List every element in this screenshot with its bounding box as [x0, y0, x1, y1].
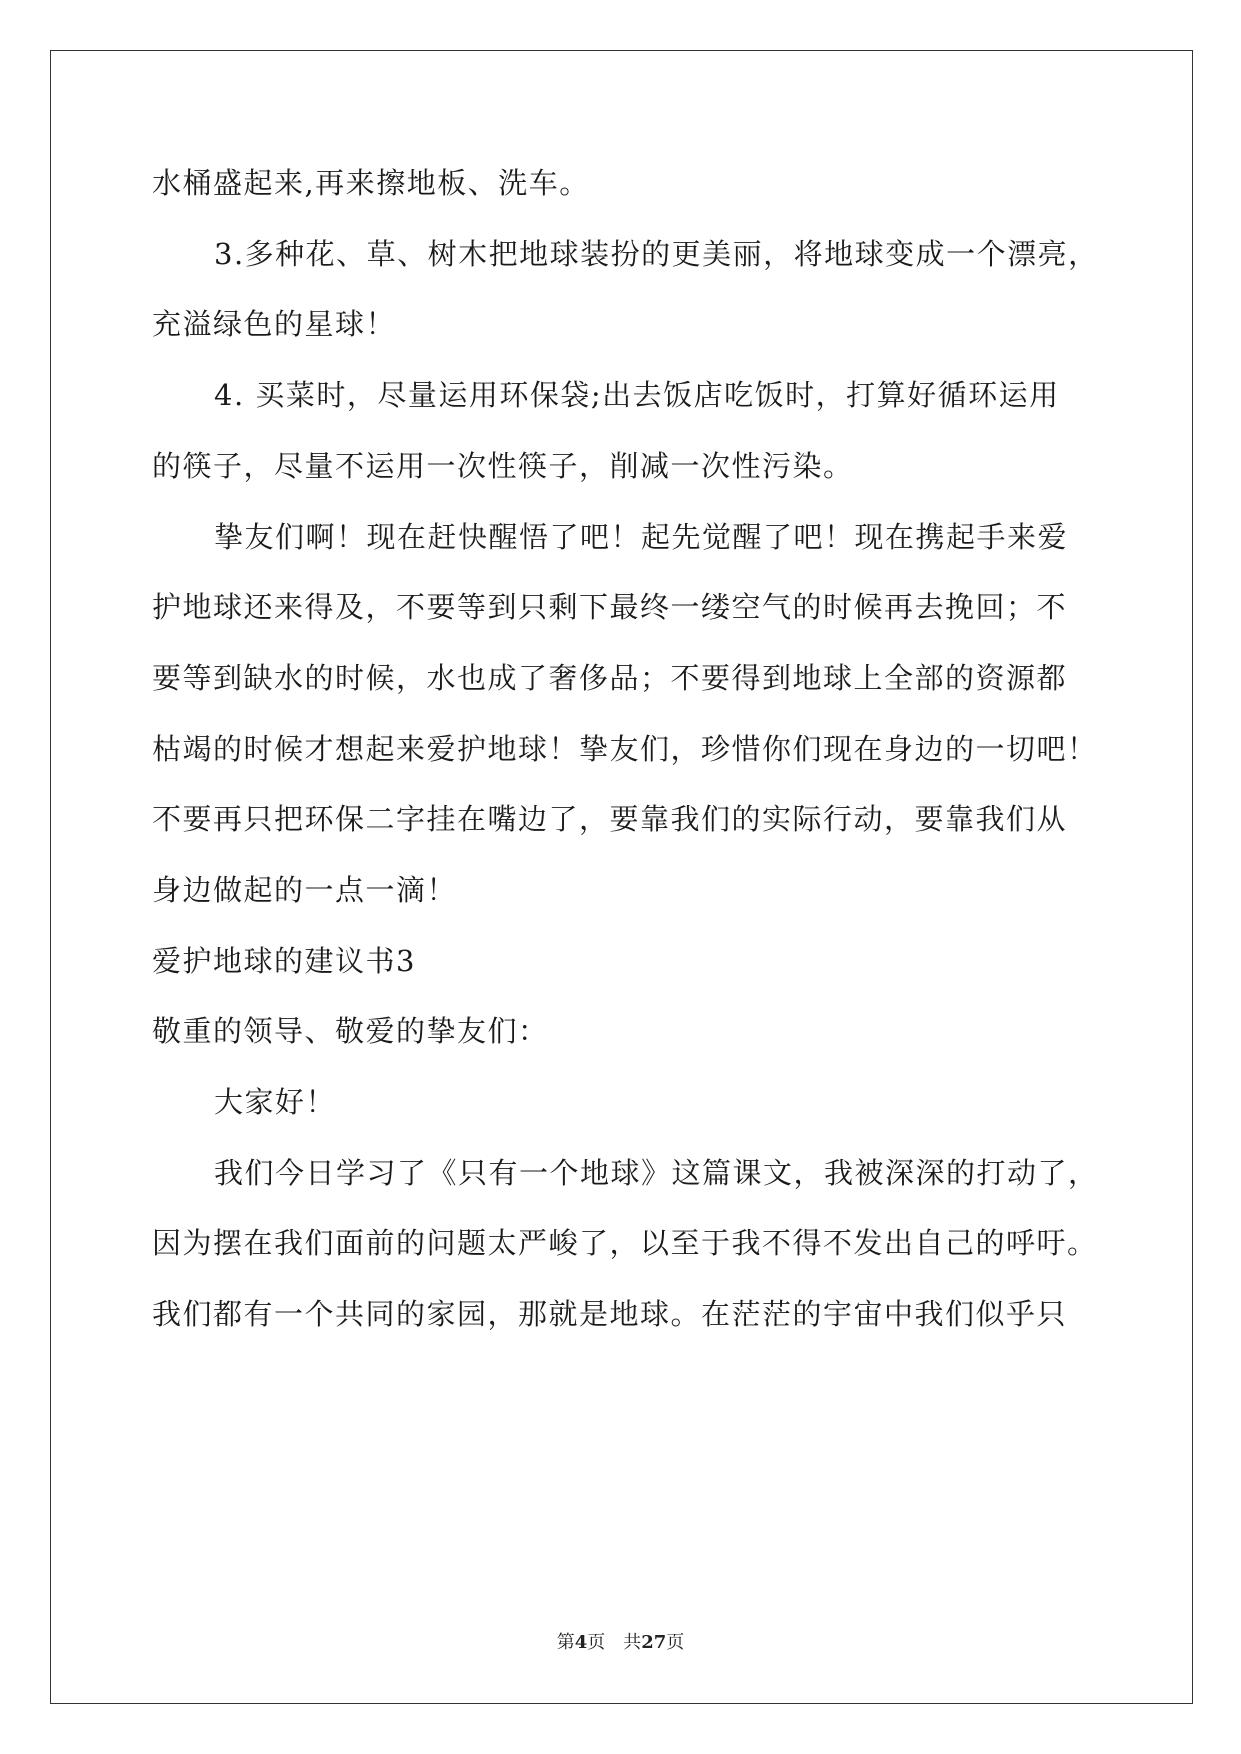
- greeting: 大家好！: [214, 1085, 337, 1119]
- current-page-number: 4: [574, 1632, 588, 1653]
- text-line: 的筷子，尽量不运用一次性筷子，削减一次性污染。: [152, 449, 854, 483]
- text-line: 因为摆在我们面前的问题太严峻了，以至于我不得不发出自己的呼吁。: [152, 1226, 1098, 1260]
- text-line: 我们今日学习了《只有一个地球》这篇课文，我被深深的打动了，: [214, 1156, 1099, 1190]
- section-heading: 爱护地球的建议书3: [152, 944, 416, 978]
- text-line: 要等到缺水的时候，水也成了奢侈品；不要得到地球上全部的资源都: [152, 661, 1068, 695]
- text-line: 我们都有一个共同的家园，那就是地球。在茫茫的宇宙中我们似乎只: [152, 1297, 1068, 1331]
- text-line: 不要再只把环保二字挂在嘴边了，要靠我们的实际行动，要靠我们从: [152, 802, 1068, 836]
- text-line: 挚友们啊！现在赶快醒悟了吧！起先觉醒了吧！现在携起手来爱: [214, 520, 1069, 554]
- footer-suffix: 页: [666, 1632, 685, 1653]
- text-line: 4. 买菜时，尽量运用环保袋;出去饭店吃饭时，打算好循环运用: [214, 378, 1060, 412]
- total-page-count: 27: [641, 1632, 667, 1653]
- text-line: 护地球还来得及，不要等到只剩下最终一缕空气的时候再去挽回；不: [152, 590, 1068, 624]
- text-line: 身边做起的一点一滴！: [152, 873, 458, 907]
- text-line: 水桶盛起来,再来擦地板、洗车。: [152, 166, 590, 200]
- text-line: 3.多种花、草、树木把地球装扮的更美丽，将地球变成一个漂亮，: [214, 237, 1099, 271]
- salutation: 敬重的领导、敬爱的挚友们：: [152, 1014, 549, 1048]
- footer-mid: 页 共: [587, 1632, 642, 1653]
- text-line: 充溢绿色的星球！: [152, 307, 397, 341]
- footer-prefix: 第: [556, 1632, 575, 1653]
- page-footer: [0, 1628, 1241, 1654]
- text-line: 枯竭的时候才想起来爱护地球！挚友们，珍惜你们现在身边的一切吧！: [152, 732, 1098, 766]
